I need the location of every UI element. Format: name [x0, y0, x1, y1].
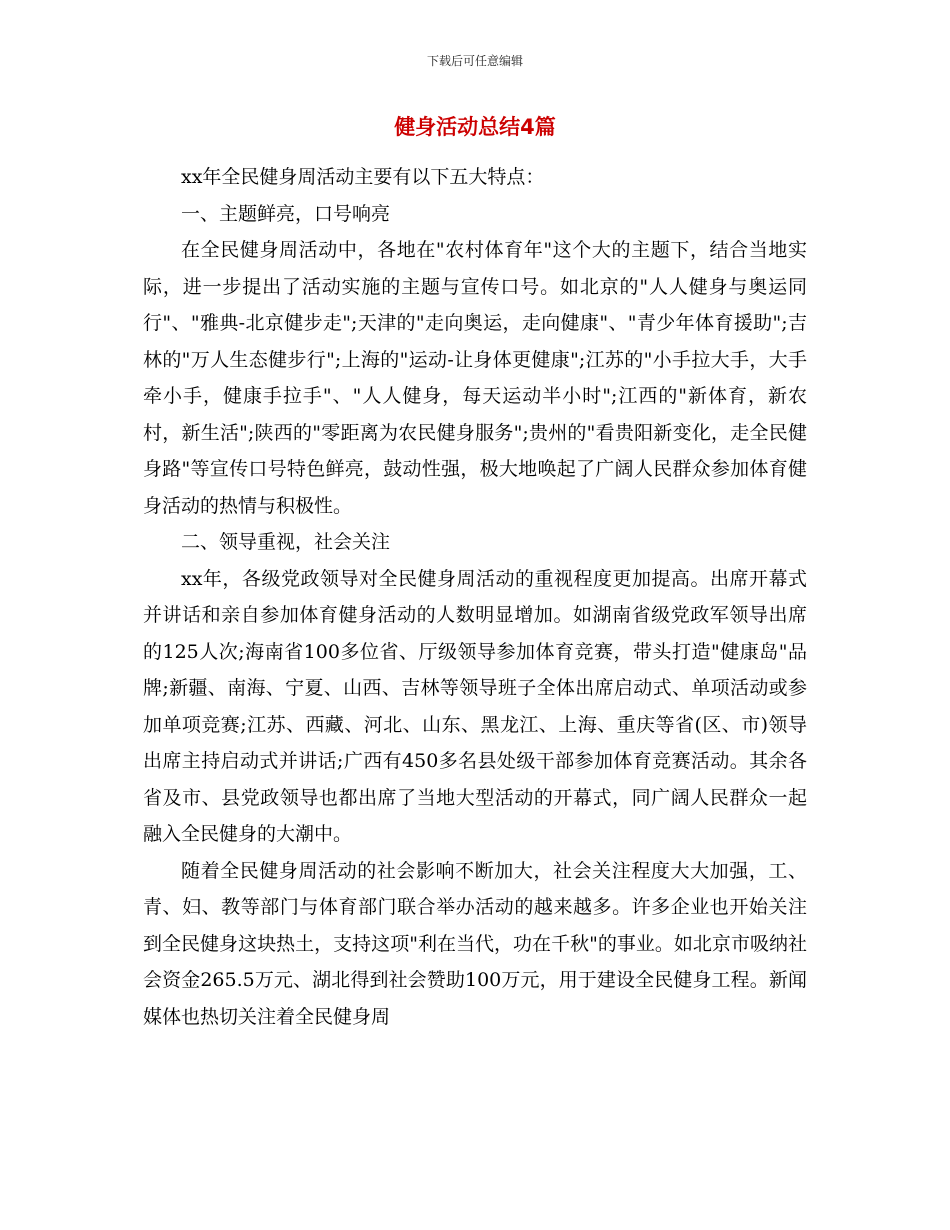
page-header-note: 下载后可任意编辑 — [426, 54, 523, 68]
section-heading-2: 二、领导重视，社会关注 — [181, 531, 391, 553]
paragraph-intro: xx年全民健身周活动主要有以下五大特点： — [181, 166, 545, 188]
document-title: 健身活动总结4篇 — [394, 115, 556, 139]
paragraph-slogans: 在全民健身周活动中，各地在"农村体育年"这个大的主题下，结合当地实际，进一步提出了活动实施的主题与宣传口号。如北京的"人人健身与奥运同行"、"雅典-北京健步走";天津的"走向奥运，走向健康"、"青少年体育援助";吉林的"万人生态健步行";上海的"运动-让身体更健康";江苏的"小手拉大手，大手牵小手，健康手拉手"、"人人健身，每天运动半小时";江西的"新体育，新农村，新生活";陕西的"零距离为农民健身服务";贵州的"看贵阳新变化，走全民健身路"等宣传口号特色鲜亮，鼓动性强，极大地唤起了广阔人民群众参加体育健身活动的热情与积极性。 — [143, 239, 807, 517]
section-heading-1: 一、主题鲜亮，口号响亮 — [181, 202, 391, 225]
paragraph-social-attention: 随着全民健身周活动的社会影响不断加大，社会关注程度大大加强，工、青、妇、教等部门与体育部门联合举办活动的越来越多。许多企业也开始关注到全民健身这块热土，支持这项"利在当代，功在千秋"的事业。如北京市吸纳社会资金265.5万元、湖北得到社会赞助100万元，用于建设全民健身工程。新闻媒体也热切关注着全民健身周 — [143, 859, 807, 1028]
paragraph-leadership: xx年，各级党政领导对全民健身周活动的重视程度更加提高。出席开幕式并讲话和亲自参加体育健身活动的人数明显增加。如湖南省级党政军领导出席的125人次;海南省100多位省、厅级领导参加体育竞赛，带头打造"健康岛"品牌;新疆、南海、宁夏、山西、吉林等领导班子全体出席启动式、单项活动或参加单项竞赛;江苏、西藏、河北、山东、黑龙江、上海、重庆等省(区、市)领导出席主持启动式并讲话;广西有450多名县处级干部参加体育竞赛活动。其余各省及市、县党政领导也都出席了当地大型活动的开幕式，同广阔人民群众一起融入全民健身的大潮中。 — [143, 567, 807, 845]
document-body — [143, 159, 807, 1035]
